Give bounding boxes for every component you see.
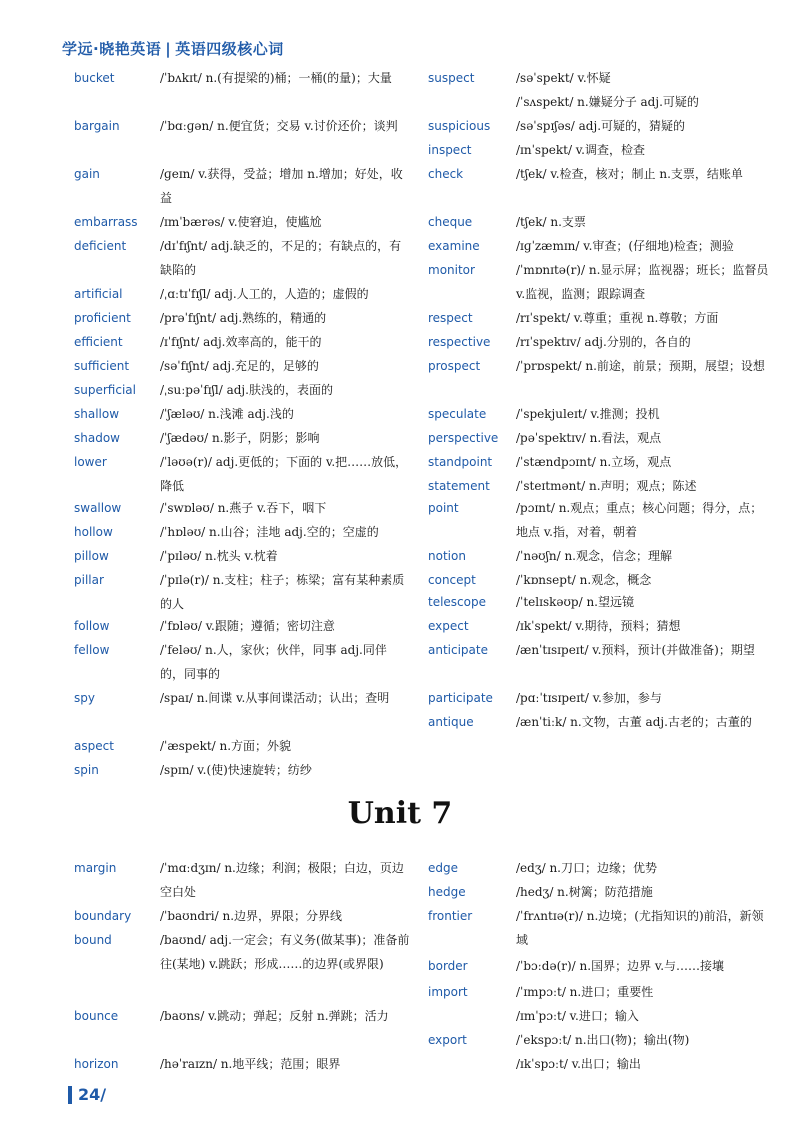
vocab-definition: /ˈæspekt/ n.方面；外貌 bbox=[160, 739, 292, 753]
vocab-word: deficient bbox=[74, 239, 127, 253]
vocab-definition: /ˈʃædəʊ/ n.影子，阴影；影响 bbox=[160, 431, 320, 445]
vocab-definition: /spaɪ/ n.间谍 v.从事间谍活动；认出；查明 bbox=[160, 691, 390, 705]
vocab-word: shadow bbox=[74, 431, 120, 445]
vocab-definition: /ˈbɑːɡən/ n.便宜货；交易 v.讨价还价；谈判 bbox=[160, 119, 398, 133]
vocab-definition: /pəˈspektɪv/ n.看法，观点 bbox=[516, 431, 662, 445]
vocab-word: boundary bbox=[74, 909, 132, 923]
header-brand: 学远·晓艳英语 bbox=[62, 40, 162, 58]
vocab-definition: /ˈmɒnɪtə(r)/ n.显示屏；监视器；班长；监督员 v.监视，监测；跟踪调查 bbox=[516, 263, 769, 301]
vocab-definition: /ɪmˈpɔːt/ v.进口；输入 bbox=[516, 1009, 639, 1023]
vocab-word: bucket bbox=[74, 71, 115, 85]
vocab-word: statement bbox=[428, 479, 490, 493]
vocab-definition: /ˈbaʊndri/ n.边界，界限；分界线 bbox=[160, 909, 343, 923]
vocab-word: prospect bbox=[428, 359, 481, 373]
vocab-word: telescope bbox=[428, 595, 486, 609]
vocab-word: edge bbox=[428, 861, 458, 875]
vocab-word: respective bbox=[428, 335, 491, 349]
vocab-word: suspicious bbox=[428, 119, 491, 133]
vocab-definition: /edʒ/ n.刀口；边缘；优势 bbox=[516, 861, 658, 875]
vocab-definition: /ˈmɑːdʒɪn/ n.边缘；利润；极限；白边，页边空白处 bbox=[160, 861, 404, 899]
vocab-word: point bbox=[428, 501, 459, 515]
vocab-word: pillar bbox=[74, 573, 104, 587]
vocab-word: monitor bbox=[428, 263, 475, 277]
vocab-definition: /ænˈtiːk/ n.文物，古董 adj.古老的；古董的 bbox=[516, 715, 752, 729]
vocab-word: suspect bbox=[428, 71, 475, 85]
vocab-definition: /ˈspekjuleɪt/ v.推测；投机 bbox=[516, 407, 660, 421]
vocab-word: gain bbox=[74, 167, 100, 181]
vocab-word: perspective bbox=[428, 431, 499, 445]
vocab-word: spin bbox=[74, 763, 99, 777]
vocab-word: speculate bbox=[428, 407, 487, 421]
vocab-definition: /ˌsuːpəˈfɪʃl/ adj.肤浅的，表面的 bbox=[160, 383, 333, 397]
vocab-word: efficient bbox=[74, 335, 123, 349]
vocab-word: hedge bbox=[428, 885, 466, 899]
vocab-definition: /dɪˈfɪʃnt/ adj.缺乏的，不足的；有缺点的，有缺陷的 bbox=[160, 239, 402, 277]
vocab-definition: /rɪˈspektɪv/ adj.分别的，各自的 bbox=[516, 335, 691, 349]
header-separator: | bbox=[165, 40, 172, 58]
vocab-word: shallow bbox=[74, 407, 120, 421]
vocab-word: hollow bbox=[74, 525, 113, 539]
vocab-definition: /tʃek/ v.检查，核对；制止 n.支票，结账单 bbox=[516, 167, 743, 181]
header-book-title: 英语四级核心词 bbox=[175, 40, 284, 58]
vocab-definition: /səˈfɪʃnt/ adj.充足的，足够的 bbox=[160, 359, 319, 373]
vocab-definition: /ɪnˈspekt/ v.调查，检查 bbox=[516, 143, 645, 157]
vocab-word: aspect bbox=[74, 739, 114, 753]
vocab-word: border bbox=[428, 959, 468, 973]
vocab-definition: /ɪˈfɪʃnt/ adj.效率高的，能干的 bbox=[160, 335, 322, 349]
vocab-definition: /hedʒ/ n.树篱；防范措施 bbox=[516, 885, 653, 899]
vocab-definition: /ˈləʊə(r)/ adj.更低的；下面的 v.把……放低，降低 bbox=[160, 455, 408, 493]
vocab-word: horizon bbox=[74, 1057, 119, 1071]
vocab-word: spy bbox=[74, 691, 95, 705]
vocab-definition: /ɪmˈbærəs/ v.使窘迫，使尴尬 bbox=[160, 215, 322, 229]
vocab-definition: /ˈʃæləʊ/ n.浅滩 adj.浅的 bbox=[160, 407, 294, 421]
vocab-word: notion bbox=[428, 549, 466, 563]
vocab-word: sufficient bbox=[74, 359, 130, 373]
vocab-word: pillow bbox=[74, 549, 109, 563]
vocab-word: superficial bbox=[74, 383, 136, 397]
vocab-word: inspect bbox=[428, 143, 472, 157]
vocab-word: frontier bbox=[428, 909, 473, 923]
vocab-word: expect bbox=[428, 619, 469, 633]
vocab-definition: /ˈswɒləʊ/ n.燕子 v.吞下，咽下 bbox=[160, 501, 327, 515]
vocab-definition: /həˈraɪzn/ n.地平线；范围；眼界 bbox=[160, 1057, 341, 1071]
vocab-definition: /ɪkˈspɔːt/ v.出口；输出 bbox=[516, 1057, 641, 1071]
vocab-definition: /tʃek/ n.支票 bbox=[516, 215, 586, 229]
vocab-definition: /ˈkɒnsept/ n.观念，概念 bbox=[516, 573, 652, 587]
vocab-word: follow bbox=[74, 619, 110, 633]
vocab-definition: /prəˈfɪʃnt/ adj.熟练的，精通的 bbox=[160, 311, 327, 325]
vocab-definition: /ˈtelɪskəʊp/ n.望远镜 bbox=[516, 595, 634, 609]
vocab-definition: /ˈsʌspekt/ n.嫌疑分子 adj.可疑的 bbox=[516, 95, 699, 109]
vocab-definition: /ˈsteɪtmənt/ n.声明；观点；陈述 bbox=[516, 479, 697, 493]
vocab-definition: /ˈstændpɔɪnt/ n.立场，观点 bbox=[516, 455, 672, 469]
vocab-definition: /ˈbɔːdə(r)/ n.国界；边界 v.与……接壤 bbox=[516, 959, 725, 973]
vocab-word: anticipate bbox=[428, 643, 488, 657]
vocab-definition: /pɑːˈtɪsɪpeɪt/ v.参加，参与 bbox=[516, 691, 662, 705]
vocab-definition: /ænˈtɪsɪpeɪt/ v.预料，预计(并做准备)；期望 bbox=[516, 643, 755, 657]
vocab-word: margin bbox=[74, 861, 117, 875]
vocab-definition: /ˈprɒspekt/ n.前途，前景；预期，展望；设想 bbox=[516, 359, 765, 373]
vocab-definition: /səˈspekt/ v.怀疑 bbox=[516, 71, 611, 85]
vocab-definition: /ˈhɒləʊ/ n.山谷；洼地 adj.空的；空虚的 bbox=[160, 525, 379, 539]
vocab-definition: /ˈnəʊʃn/ n.观念，信念；理解 bbox=[516, 549, 673, 563]
vocab-definition: /ɪɡˈzæmɪn/ v.审查；(仔细地)检查；测验 bbox=[516, 239, 734, 253]
vocab-definition: /baʊns/ v.跳动；弹起；反射 n.弹跳；活力 bbox=[160, 1009, 389, 1023]
vocab-word: lower bbox=[74, 455, 107, 469]
vocab-word: concept bbox=[428, 573, 476, 587]
unit-title: Unit 7 bbox=[347, 796, 453, 831]
vocab-word: import bbox=[428, 985, 468, 999]
vocab-word: embarrass bbox=[74, 215, 138, 229]
vocab-definition: /ˈpɪləʊ/ n.枕头 v.枕着 bbox=[160, 549, 278, 563]
vocab-word: swallow bbox=[74, 501, 122, 515]
vocab-definition: /səˈspɪʃəs/ adj.可疑的，猜疑的 bbox=[516, 119, 686, 133]
vocab-definition: /ˈekspɔːt/ n.出口(物)；输出(物) bbox=[516, 1033, 690, 1047]
vocab-word: cheque bbox=[428, 215, 473, 229]
page-header bbox=[62, 38, 284, 59]
vocab-definition: /rɪˈspekt/ v.尊重；重视 n.尊敬；方面 bbox=[516, 311, 719, 325]
vocab-word: examine bbox=[428, 239, 480, 253]
vocab-definition: /ˌɑːtɪˈfɪʃl/ adj.人工的，人造的；虚假的 bbox=[160, 287, 369, 301]
vocab-definition: /ˈɪmpɔːt/ n.进口；重要性 bbox=[516, 985, 654, 999]
vocab-definition: /baʊnd/ adj.一定会；有义务(做某事)；准备前往(某地) v.跳跃；形成……的边界(或界限) bbox=[160, 933, 410, 971]
vocab-word: bounce bbox=[74, 1009, 119, 1023]
vocab-word: fellow bbox=[74, 643, 110, 657]
vocab-definition: /spɪn/ v.(使)快速旋转；纺纱 bbox=[160, 763, 312, 777]
vocab-definition: /ˈfrʌntɪə(r)/ n.边境；(尤指知识的)前沿，新领域 bbox=[516, 909, 764, 947]
vocab-word: participate bbox=[428, 691, 493, 705]
vocab-word: export bbox=[428, 1033, 467, 1047]
vocab-word: bound bbox=[74, 933, 112, 947]
vocab-definition: /pɔɪnt/ n.观点；重点；核心问题；得分，点；地点 v.指，对着，朝着 bbox=[516, 501, 763, 539]
page-number: 24/ bbox=[68, 1086, 106, 1104]
vocab-definition: /ˈfeləʊ/ n.人，家伙；伙伴，同事 adj.同伴的，同事的 bbox=[160, 643, 387, 681]
vocab-word: antique bbox=[428, 715, 474, 729]
vocab-word: artificial bbox=[74, 287, 123, 301]
vocab-word: respect bbox=[428, 311, 473, 325]
vocab-definition: /ɪkˈspekt/ v.期待，预料；猜想 bbox=[516, 619, 681, 633]
vocab-definition: /ˈpɪlə(r)/ n.支柱；柱子；栋梁；富有某种素质的人 bbox=[160, 573, 405, 611]
vocab-word: standpoint bbox=[428, 455, 493, 469]
vocab-word: proficient bbox=[74, 311, 131, 325]
vocab-word: bargain bbox=[74, 119, 120, 133]
vocab-definition: /ɡeɪn/ v.获得，受益；增加 n.增加；好处，收益 bbox=[160, 167, 403, 205]
vocab-definition: /ˈbʌkɪt/ n.(有提梁的)桶；一桶(的量)；大量 bbox=[160, 71, 392, 85]
vocab-word: check bbox=[428, 167, 464, 181]
vocab-definition: /ˈfɒləʊ/ v.跟随；遵循；密切注意 bbox=[160, 619, 335, 633]
